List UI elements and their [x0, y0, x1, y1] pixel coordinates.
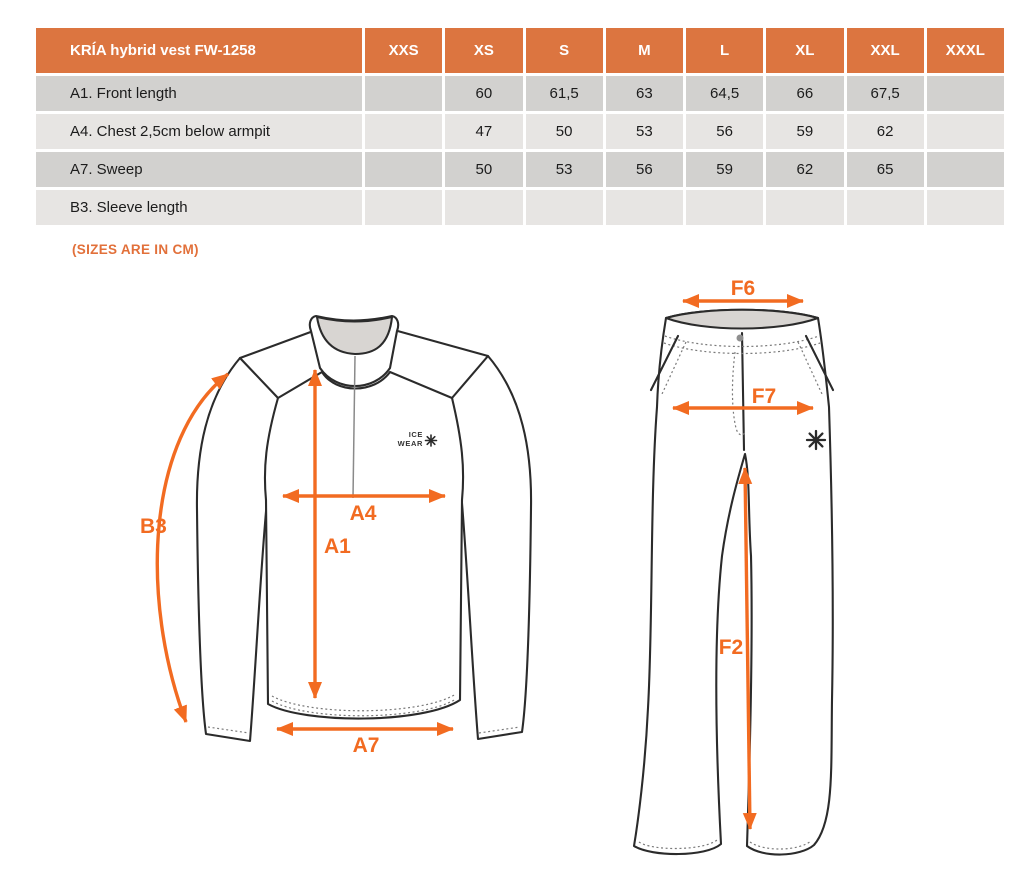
value-cell — [526, 190, 603, 225]
value-cell — [927, 114, 1004, 149]
value-cell — [365, 76, 442, 111]
value-cell — [766, 190, 843, 225]
size-chart-table — [36, 28, 1004, 225]
size-header-xs: XS — [445, 28, 522, 73]
value-cell: 62 — [847, 114, 924, 149]
logo-text-line2: WEAR — [397, 439, 423, 448]
value-cell — [365, 114, 442, 149]
value-cell: 59 — [766, 114, 843, 149]
vest-right-sleeve — [452, 356, 531, 739]
size-header-xxs: XXS — [365, 28, 442, 73]
size-header-s: S — [526, 28, 603, 73]
value-cell: 62 — [766, 152, 843, 187]
value-cell: 53 — [526, 152, 603, 187]
pants-silhouette — [634, 310, 833, 855]
snowflake-icon — [426, 435, 437, 446]
value-cell — [686, 190, 763, 225]
snowflake-icon — [807, 431, 825, 449]
value-cell: 53 — [606, 114, 683, 149]
vest-shoulder-seam-right — [394, 330, 488, 356]
value-cell: 59 — [686, 152, 763, 187]
logo-text-line1: ICE — [408, 430, 423, 439]
value-cell: 64,5 — [686, 76, 763, 111]
value-cell — [927, 76, 1004, 111]
value-cell: 50 — [526, 114, 603, 149]
f7-label: F7 — [751, 385, 777, 408]
value-cell: 61,5 — [526, 76, 603, 111]
value-cell — [365, 190, 442, 225]
b3-label: B3 — [140, 515, 167, 538]
vest-diagram — [140, 316, 531, 757]
value-cell — [927, 190, 1004, 225]
value-cell: 56 — [686, 114, 763, 149]
sizes-unit-note: (SIZES ARE IN CM) — [72, 242, 199, 257]
a1-label: A1 — [324, 535, 351, 558]
a7-label: A7 — [352, 734, 380, 757]
a4-label: A4 — [349, 502, 377, 525]
value-cell: 60 — [445, 76, 522, 111]
vest-body — [265, 372, 463, 719]
row-label: B3. Sleeve length — [36, 190, 362, 225]
size-header-xl: XL — [766, 28, 843, 73]
value-cell — [445, 190, 522, 225]
value-cell: 65 — [847, 152, 924, 187]
pants-diagram — [634, 277, 833, 855]
size-header-m: M — [606, 28, 683, 73]
size-header-l: L — [686, 28, 763, 73]
f6-label: F6 — [730, 277, 756, 300]
value-cell — [847, 190, 924, 225]
vest-shoulder-seam-left — [240, 330, 316, 358]
value-cell: 47 — [445, 114, 522, 149]
value-cell — [927, 152, 1004, 187]
row-label: A7. Sweep — [36, 152, 362, 187]
value-cell: 56 — [606, 152, 683, 187]
value-cell — [606, 190, 683, 225]
measurement-diagrams — [0, 270, 1034, 890]
row-label: A4. Chest 2,5cm below armpit — [36, 114, 362, 149]
table-title-cell: KRÍA hybrid vest FW-1258 — [36, 28, 362, 73]
value-cell — [365, 152, 442, 187]
row-label: A1. Front length — [36, 76, 362, 111]
value-cell: 63 — [606, 76, 683, 111]
size-header-xxxl: XXXL — [927, 28, 1004, 73]
f2-label: F2 — [718, 636, 744, 659]
size-header-xxl: XXL — [847, 28, 924, 73]
value-cell: 67,5 — [847, 76, 924, 111]
pants-button — [737, 335, 744, 342]
value-cell: 66 — [766, 76, 843, 111]
value-cell: 50 — [445, 152, 522, 187]
